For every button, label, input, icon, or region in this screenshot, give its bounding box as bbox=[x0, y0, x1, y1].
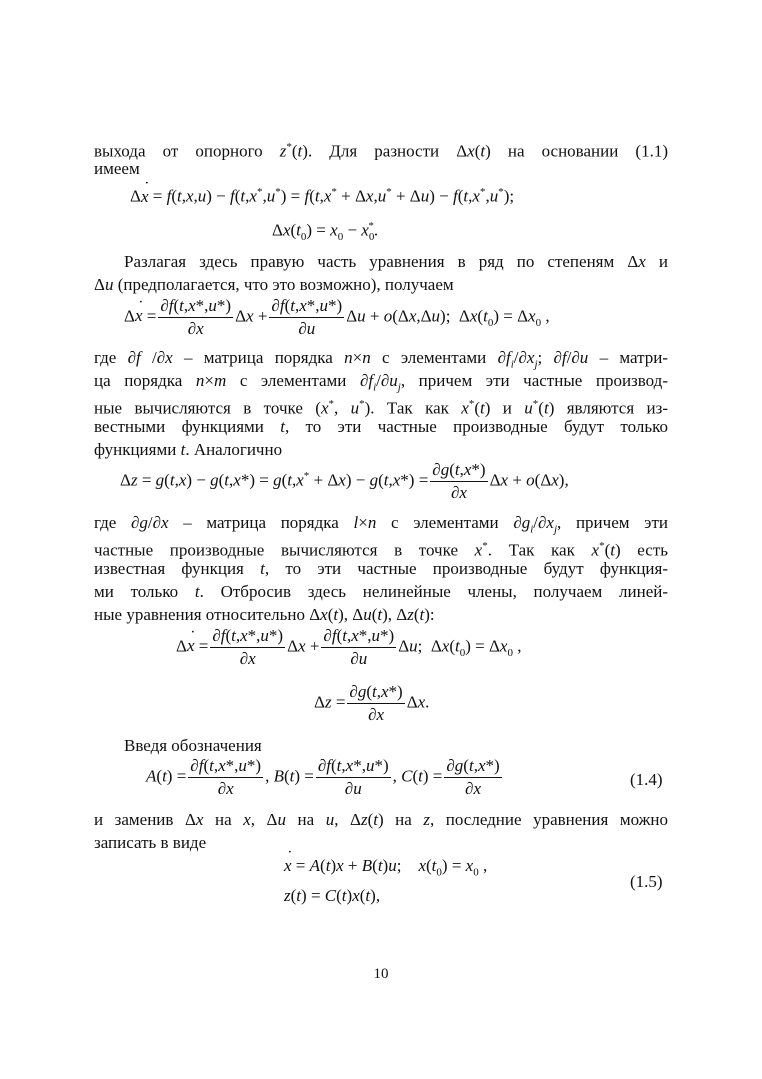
text-line-16: и заменив Δx на x, Δu на u, Δz(t) на z, последние уравнения можно bbox=[94, 810, 669, 829]
equation-number-1-5: (1.5) bbox=[630, 872, 663, 891]
equation-1-4: A(t) = $\frac{\partial f(t,x*,u*)}{\partial x}$ , B(t) = $\frac{\partial f(t,x*,u*)}{\partial u}$ , C(t) = $\frac{\partial g(t,x*)}{\partial x}$ bbox=[146, 756, 500, 798]
text-line-11: частные производные вычисляются в точке x*. Так как x*(t) есть bbox=[94, 540, 669, 560]
equation-6: Δz = $\frac{\partial g(t,x*)}{\partial x}$ Δx. bbox=[314, 682, 430, 724]
equation-2: $\Delta x(t_0) = x_0 - x_0^*$. bbox=[272, 220, 379, 244]
text-line-14: ные уравнения относительно Δx(t), Δu(t), Δz(t): bbox=[94, 605, 435, 624]
text-line-3: Разлагая здесь правую часть уравнения в ряд по степеням Δx и bbox=[124, 252, 668, 271]
text-line-17: записать в виде bbox=[94, 833, 207, 852]
text-line-10: где ∂g/∂x – матрица порядка l×n с элементами $\partial g_i/\partial x_j$, причем эти bbox=[94, 513, 668, 536]
text-line-13: ми только t. Отбросив здесь нелинейные члены, получаем линей- bbox=[94, 582, 669, 601]
equation-1-5-a: x ˙ = A(t)x + B(t)u; $x(t_0) = x_0$ , bbox=[284, 856, 487, 878]
text-line-9: функциями t. Аналогично bbox=[94, 440, 283, 459]
equation-3: Δx ˙ = $\frac{\partial f(t,x*,u*)}{\partial x}$ Δx + $\frac{\partial f(t,x*,u*)}{\partial u}$ Δu + o(Δx,Δu); $\Delta x(t_0) = \Delta x_0$ , bbox=[124, 296, 550, 339]
text-line-7: ные вычисляются в точке (x*, u*). Так как x*(t) и u*(t) являются из- bbox=[94, 398, 669, 418]
equation-1: Δx ˙ = f(t,x,u) − f(t,x*,u*) = f(t,x* + Δx,u* + Δu) − f(t,x*,u*); bbox=[130, 186, 514, 207]
equation-number-1-4: (1.4) bbox=[630, 770, 663, 789]
text-line-5: где ∂f /∂x – матрица порядка n×n с элементами $\partial f_i/\partial x_j$; ∂f/∂u – матри- bbox=[94, 348, 668, 371]
text-line-8: вестными функциями t, то эти частные производные будут только bbox=[94, 417, 668, 436]
page-number: 10 bbox=[373, 966, 389, 982]
text-line-12: известная функция t, то эти частные производные будут функция- bbox=[94, 559, 668, 578]
text-line-4: Δu (предполагается, что это возможно), получаем bbox=[94, 275, 454, 294]
text-line-15: Введя обозначения bbox=[124, 736, 262, 755]
equation-5: Δx ˙ = $\frac{\partial f(t,x*,u*)}{\partial x}$ Δx + $\frac{\partial f(t,x*,u*)}{\partial u}$ Δu; $\Delta x(t_0) = \Delta x_0$ , bbox=[176, 626, 521, 669]
text-line-6: ца порядка n×m с элементами $\partial f_i/\partial u_j$, причем эти частные производ- bbox=[94, 371, 668, 394]
equation-4: Δz = g(t,x) − g(t,x*) = g(t,x* + Δx) − g(t,x*) = $\frac{\partial g(t,x*)}{\partial x}$ Δx + o(Δx), bbox=[120, 460, 569, 502]
text-line-2: имеем bbox=[94, 159, 140, 178]
text-line-1: выхода от опорного z*(t). Для разности Δx(t) на основании (1.1) bbox=[94, 141, 668, 161]
equation-1-5-b: z(t) = C(t)x(t), bbox=[284, 886, 381, 905]
